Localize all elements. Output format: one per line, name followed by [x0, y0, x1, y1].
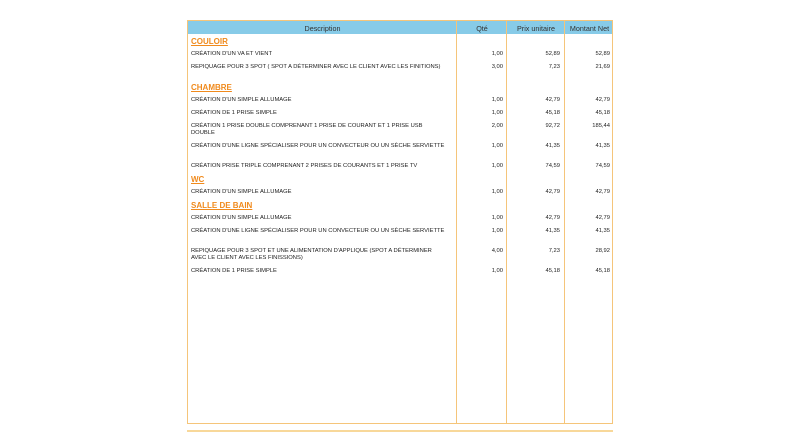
row-qty: 2,00 [491, 123, 503, 129]
row-net-amount: 28,92 [595, 248, 610, 254]
row-net-amount: 185,44 [592, 123, 610, 129]
row-description: CRÉATION D'UNE LIGNE SPÉCIALISER POUR UN CONVECTEUR OU UN SÈCHE SERVIETTE [191, 228, 445, 234]
row-unit-price: 52,89 [545, 51, 560, 57]
header-description: Description [304, 23, 341, 33]
row-description: CRÉATION D'UNE LIGNE SPÉCIALISER POUR UN CONVECTEUR OU UN SÈCHE SERVIETTE [191, 143, 445, 149]
table-row [188, 140, 612, 160]
row-net-amount: 42,79 [595, 215, 610, 221]
row-description: REPIQUAGE POUR 3 SPOT ( SPOT A DÉTERMINER AVEC LE CLIENT AVEC LES FINITIONS) [191, 64, 441, 70]
row-qty: 1,00 [491, 51, 503, 57]
section-title: SALLE DE BAIN [191, 201, 253, 210]
table-body [188, 35, 612, 278]
row-description: REPIQUAGE POUR 3 SPOT ET UNE ALIMENTATION D'APPLIQUE (SPOT A DÉTERMINER AVEC LE CLIENT AVEC LES FINISSIONS) [191, 248, 432, 261]
table-row [188, 94, 612, 107]
table-row [188, 48, 612, 61]
table-row [188, 120, 612, 140]
section-title: WC [191, 175, 205, 184]
row-qty: 1,00 [491, 215, 503, 221]
table-header [188, 21, 612, 34]
row-unit-price: 45,18 [545, 268, 560, 274]
row-description: CRÉATION PRISE TRIPLE COMPRENANT 2 PRISES DE COURANTS ET 1 PRISE TV [191, 163, 418, 169]
row-net-amount: 45,18 [595, 268, 610, 274]
header-qty: Qté [476, 23, 488, 33]
table-row [188, 186, 612, 199]
row-net-amount: 41,35 [595, 228, 610, 234]
row-net-amount: 42,79 [595, 97, 610, 103]
row-description: CRÉATION D'UN SIMPLE ALLUMAGE [191, 189, 292, 195]
row-description: CRÉATION D'UN VA ET VIENT [191, 51, 272, 57]
row-qty: 1,00 [491, 163, 503, 169]
row-net-amount: 21,69 [595, 64, 610, 70]
row-unit-price: 42,79 [545, 215, 560, 221]
table-row [188, 265, 612, 278]
section-title: COULOIR [191, 37, 228, 46]
row-unit-price: 42,79 [545, 97, 560, 103]
row-qty: 1,00 [491, 189, 503, 195]
row-net-amount: 74,59 [595, 163, 610, 169]
table-row [188, 212, 612, 225]
row-unit-price: 74,59 [545, 163, 560, 169]
row-qty: 3,00 [491, 64, 503, 70]
row-unit-price: 92,72 [545, 123, 560, 129]
row-unit-price: 41,35 [545, 143, 560, 149]
row-qty: 1,00 [491, 97, 503, 103]
row-net-amount: 42,79 [595, 189, 610, 195]
row-qty: 1,00 [491, 228, 503, 234]
row-qty: 1,00 [491, 110, 503, 116]
header-net-amount: Montant Net [569, 23, 610, 33]
invoice-table [187, 20, 613, 424]
row-qty: 1,00 [491, 268, 503, 274]
row-net-amount: 45,18 [595, 110, 610, 116]
section-title: CHAMBRE [191, 83, 232, 92]
row-unit-price: 41,35 [545, 228, 560, 234]
row-unit-price: 45,18 [545, 110, 560, 116]
footer-divider [187, 430, 613, 432]
table-row [188, 160, 612, 173]
row-qty: 1,00 [491, 143, 503, 149]
row-net-amount: 41,35 [595, 143, 610, 149]
header-unit-price: Prix unitaire [517, 23, 555, 33]
row-description: CRÉATION DE 1 PRISE SIMPLE [191, 268, 277, 274]
row-description: CRÉATION D'UN SIMPLE ALLUMAGE [191, 97, 292, 103]
row-net-amount: 52,89 [595, 51, 610, 57]
table-row [188, 61, 612, 81]
row-description: CRÉATION DE 1 PRISE SIMPLE [191, 110, 277, 116]
row-description: CRÉATION D'UN SIMPLE ALLUMAGE [191, 215, 292, 221]
row-unit-price: 7,23 [548, 64, 560, 70]
row-unit-price: 42,79 [545, 189, 560, 195]
table-row [188, 225, 612, 245]
table-row [188, 245, 612, 265]
row-qty: 4,00 [491, 248, 503, 254]
row-unit-price: 7,23 [548, 248, 560, 254]
row-description: CRÉATION 1 PRISE DOUBLE COMPRENANT 1 PRISE DE COURANT ET 1 PRISE USB DOUBLE [191, 123, 423, 136]
table-row [188, 107, 612, 120]
